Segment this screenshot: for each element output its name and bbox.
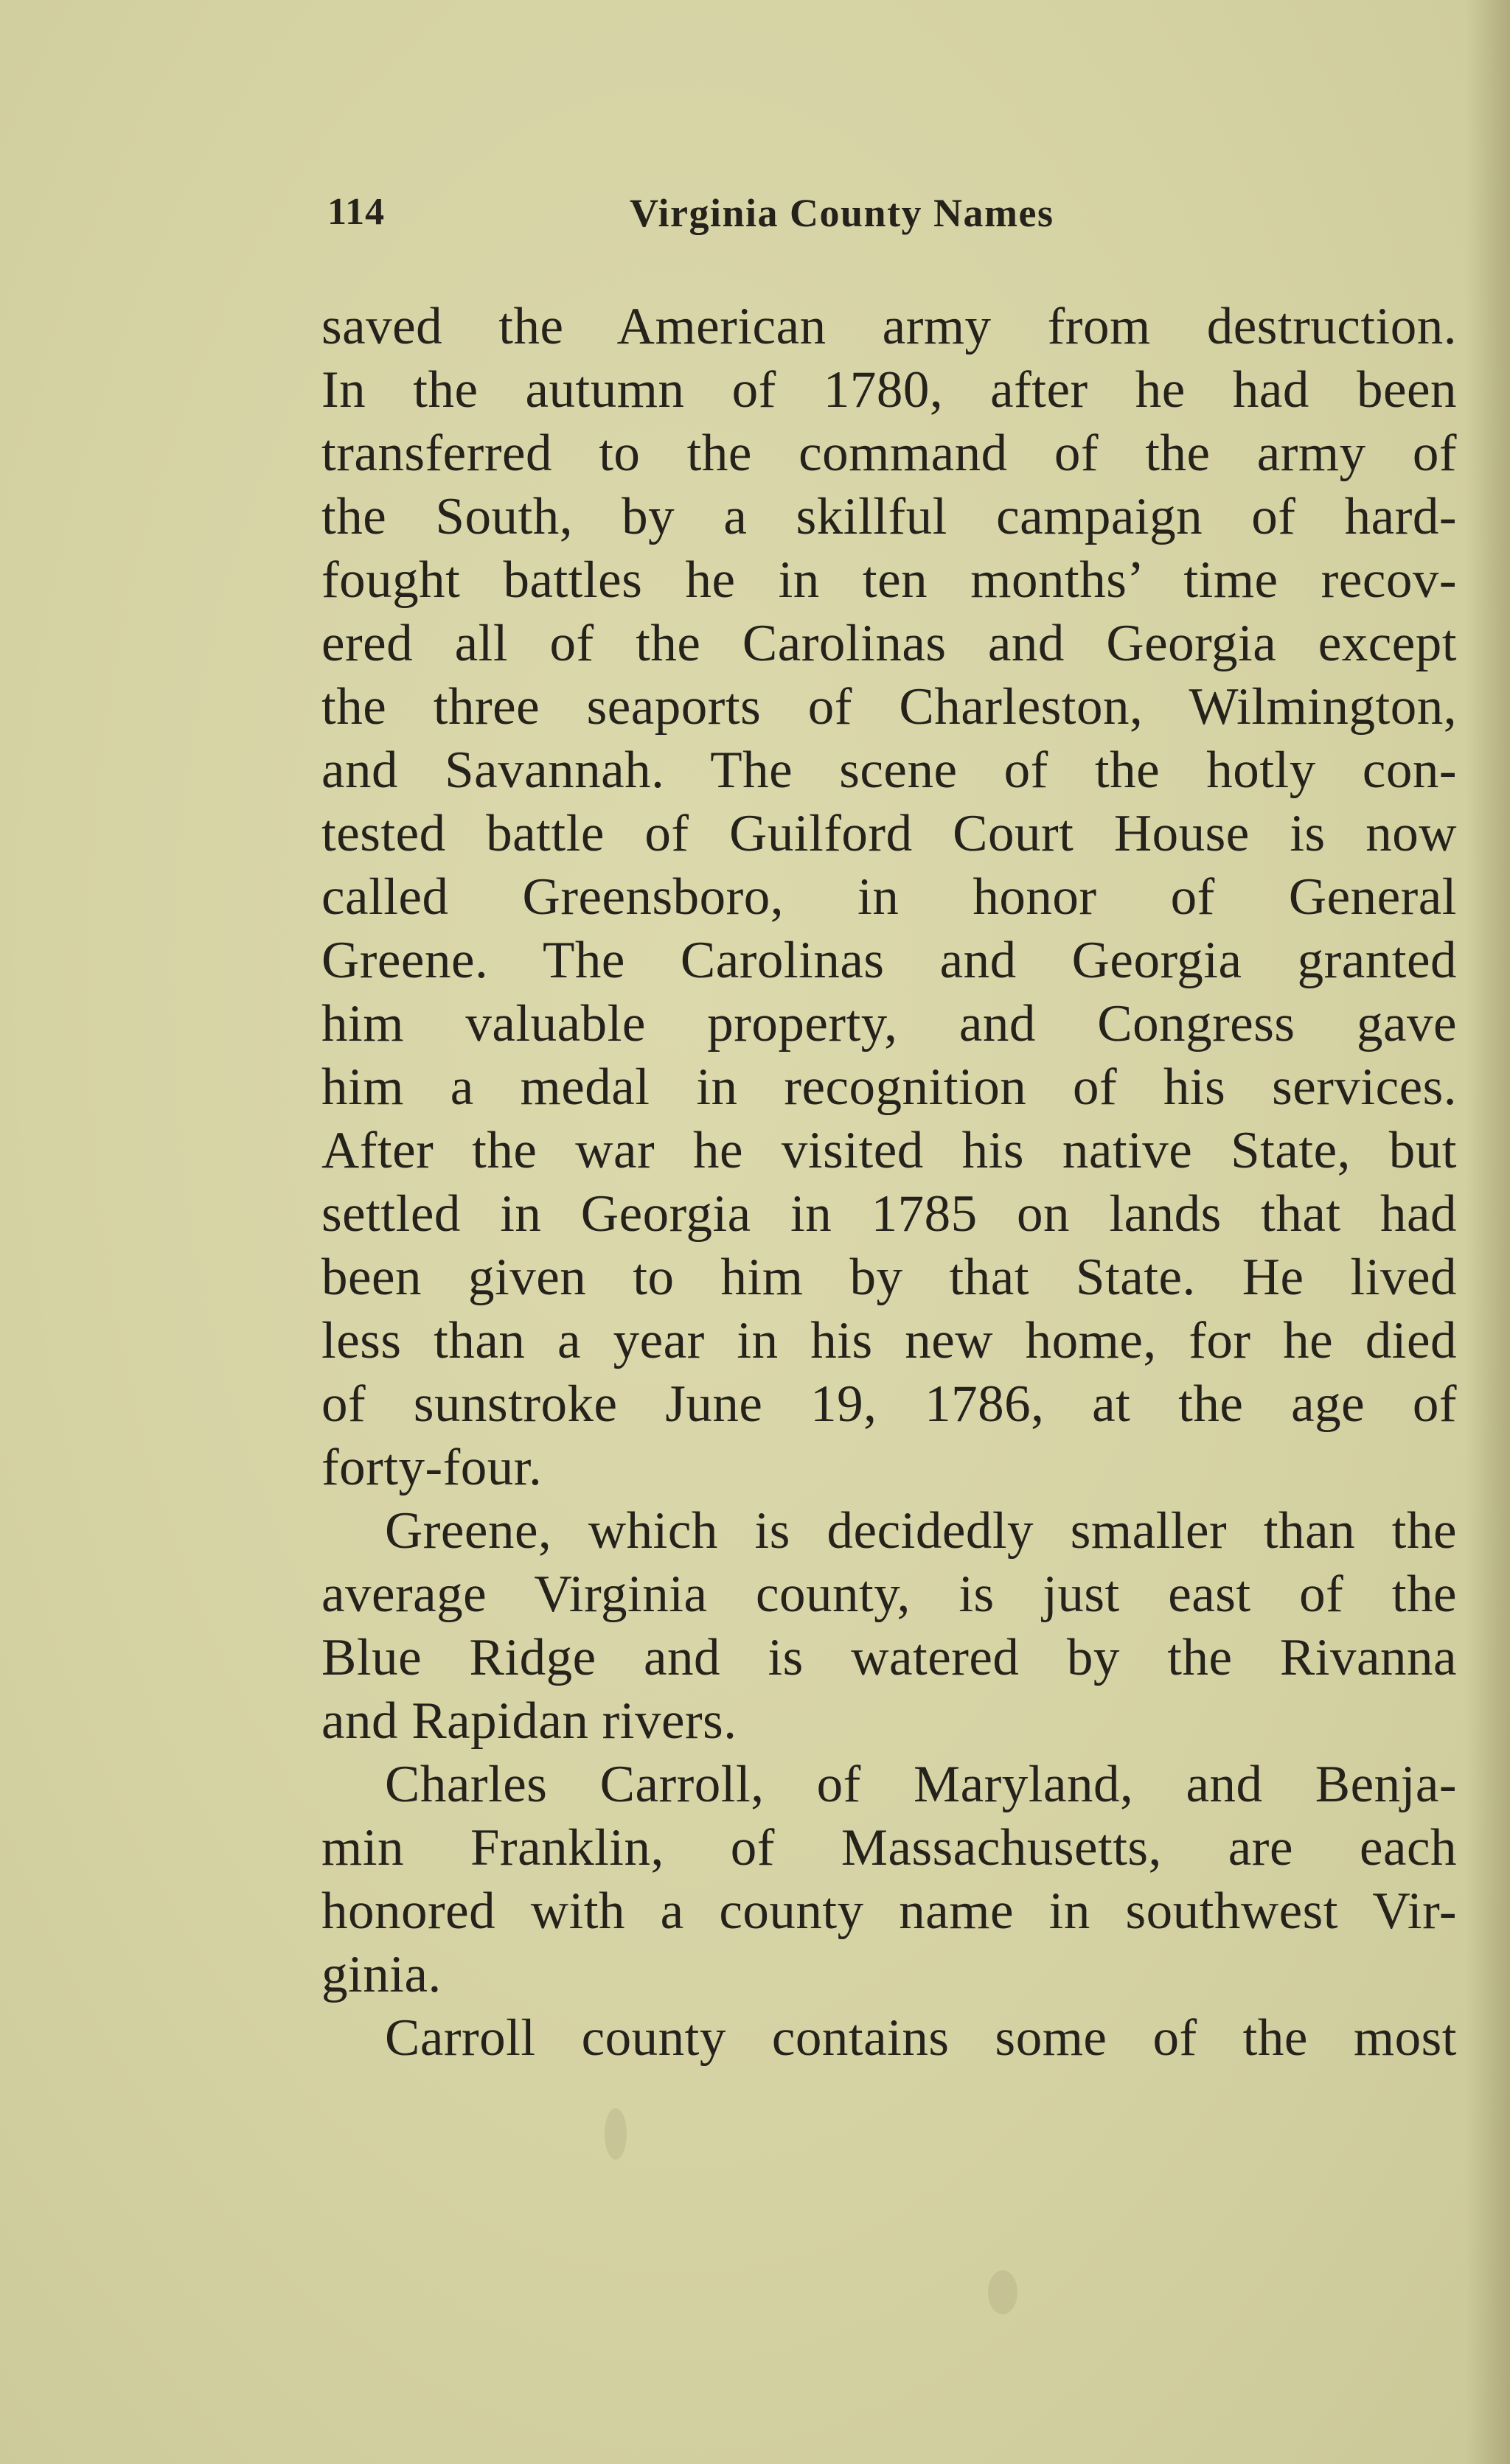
running-head [327,190,1161,242]
text-line: ginia. [321,1946,442,2003]
text-line: ered all of the Carolinas and Georgia except [321,615,1457,672]
text-line: and Savannah. The scene of the hotly con- [321,741,1457,799]
text-line: him valuable property, and Congress gave [321,995,1457,1053]
body-text [321,295,1457,2070]
text-line: fought battles he in ten months’ time recov- [321,551,1457,609]
text-line: saved the American army from destruction. [321,298,1457,355]
text-line: him a medal in recognition of his services. [321,1058,1457,1116]
text-line: the three seaports of Charleston, Wilmington, [321,678,1457,736]
page-number: 114 [327,191,386,233]
text-line: average Virginia county, is just east of the [321,1566,1457,1623]
text-line: After the war he visited his native State, but [321,1122,1457,1179]
text-line: transferred to the command of the army of [321,425,1457,482]
text-line: less than a year in his new home, for he died [321,1312,1457,1369]
text-line: min Franklin, of Massachusetts, are each [321,1819,1457,1877]
text-line: Blue Ridge and is watered by the Rivanna [321,1629,1457,1686]
text-line: In the autumn of 1780, after he had been [321,361,1457,419]
text-line: been given to him by that State. He lived [321,1249,1457,1306]
running-title: Virginia County Names [630,191,1054,235]
text-line: Greene, which is decidedly smaller than the [385,1502,1457,1560]
text-line: settled in Georgia in 1785 on lands that had [321,1185,1457,1243]
page-smudge [605,2108,627,2160]
text-line: Carroll county contains some of the most [385,2009,1457,2067]
text-line: of sunstroke June 19, 1786, at the age of [321,1375,1457,1433]
text-line: tested battle of Guilford Court House is now [321,805,1457,862]
text-line: forty-four. [321,1439,543,1496]
text-line: and Rapidan rivers. [321,1692,737,1750]
text-line: called Greensboro, in honor of General [321,868,1457,926]
page-smudge [988,2270,1017,2314]
text-line: Charles Carroll, of Maryland, and Benja- [385,1756,1457,1813]
text-line: the South, by a skillful campaign of hard- [321,488,1457,545]
text-line: honored with a county name in southwest Vir- [321,1882,1457,1940]
text-line: Greene. The Carolinas and Georgia granted [321,932,1457,989]
page-edge-shadow [1466,0,1510,2464]
